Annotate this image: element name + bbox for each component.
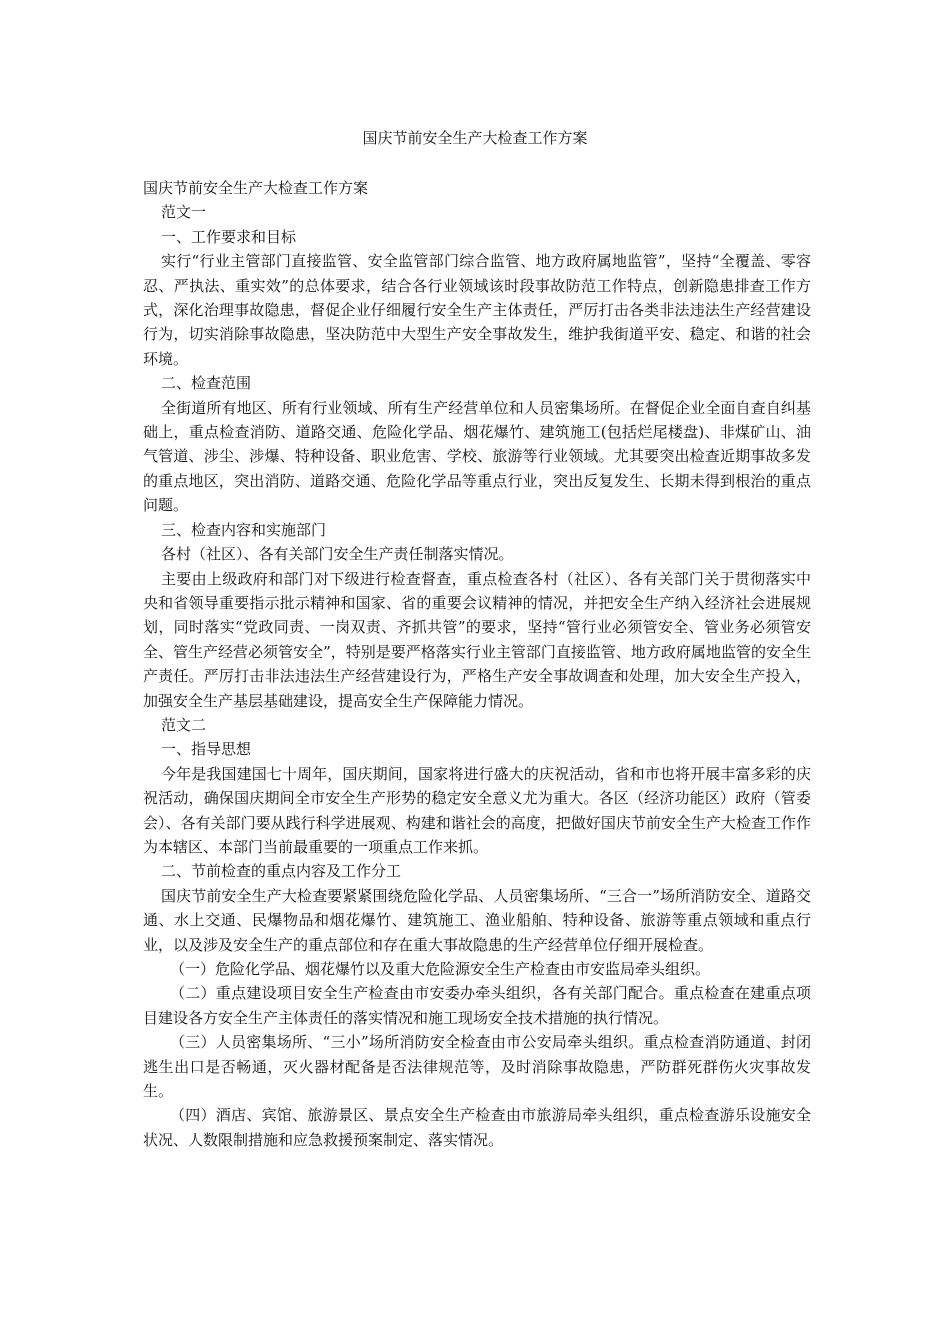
section-heading: 一、指导思想 [161, 740, 252, 759]
section-label-sample-2: 范文二 [161, 715, 207, 734]
paragraph: 国庆节前安全生产大检查要紧紧围绕危险化学品、人员密集场所、“三合一”场所消防安全、道路交通、水上交通、民爆物品和烟花爆竹、建筑施工、渔业船舶、特种设备、旅游等重点领域和重点行业，以及涉及安全生产的重点部位和存在重大事故隐患的生产经营单位仔细开展检查。 [143, 886, 811, 954]
list-item: （一）危险化学品、烟花爆竹以及重大危险源安全生产检查由市安监局牵头组织。 [170, 960, 711, 978]
list-item: （二）重点建设项目安全生产检查由市安委办牵头组织，各有关部门配合。重点检查在建重点项目建设各方安全生产主体责任的落实情况和施工现场安全技术措施的执行情况。 [143, 984, 811, 1027]
section-label-sample-1: 范文一 [161, 203, 207, 222]
body-heading: 国庆节前安全生产大检查工作方案 [143, 179, 369, 197]
section-heading: 一、工作要求和目标 [161, 227, 297, 246]
document-body [143, 176, 811, 1152]
list-item: （三）人员密集场所、“三小”场所消防安全检查由市公安局牵头组织。重点检查消防通道、封闭逃生出口是否畅通，灭火器材配备是否法律规范等，及时消除事故隐患，严防群死群伤火灾事故发生。 [143, 1033, 811, 1101]
section-heading: 二、节前检查的重点内容及工作分工 [161, 862, 402, 881]
paragraph: 实行“行业主管部门直接监管、安全监管部门综合监管、地方政府属地监管”，坚持“全覆盖、零容忍、严执法、重实效”的总体要求，结合各行业领域该时段事故防范工作特点，创新隐患排查工作方式，深化治理事故隐患，督促企业仔细履行安全生产主体责任，严厉打击各类非法违法生产经营建设行为，切实消除事故隐患，坚决防范中大型生产安全事故发生，维护我街道平安、稳定、和谐的社会环境。 [143, 252, 811, 368]
paragraph: 全街道所有地区、所有行业领域、所有生产经营单位和人员密集场所。在督促企业全面自查自纠基础上，重点检查消防、道路交通、危险化学品、烟花爆竹、建筑施工(包括烂尾楼盘)、非煤矿山、油气管道、涉尘、涉爆、特种设备、职业危害、学校、旅游等行业领域。尤其要突出检查近期事故多发的重点地区，突出消防、道路交通、危险化学品等重点行业，突出反复发生、长期未得到根治的重点问题。 [143, 398, 811, 515]
list-item: （四）酒店、宾馆、旅游景区、景点安全生产检查由市旅游局牵头组织，重点检查游乐设施安全状况、人数限制措施和应急救援预案制定、落实情况。 [143, 1106, 811, 1149]
section-heading: 三、检查内容和实施部门 [161, 520, 327, 539]
paragraph: 主要由上级政府和部门对下级进行检查督查，重点检查各村（社区）、各有关部门关于贯彻落实中央和省领导重要指示批示精神和国家、省的重要会议精神的情况，并把安全生产纳入经济社会进展规划，同时落实“党政同责、一岗双责、齐抓共管”的要求，坚持“管行业必须管安全、管业务必须管安全、管生产经营必须管安全”，特别是要严格落实行业主管部门直接监管、地方政府属地监管的安全生产责任。严厉打击非法违法生产经营建设行为，严格生产安全事故调查和处理，加大安全生产投入，加强安全生产基层基础建设，提高安全生产保障能力情况。 [143, 569, 811, 710]
paragraph: 今年是我国建国七十周年，国庆期间，国家将进行盛大的庆祝活动，省和市也将开展丰富多彩的庆祝活动，确保国庆期间全市安全生产形势的稳定安全意义尤为重大。各区（经济功能区）政府（管委会）、各有关部门要从践行科学进展观、构建和谐社会的高度，把做好国庆节前安全生产大检查工作作为本辖区、本部门当前最重要的一项重点工作来抓。 [143, 764, 811, 856]
paragraph: 各村（社区）、各有关部门安全生产责任制落实情况。 [161, 545, 514, 564]
document-title: 国庆节前安全生产大检查工作方案 [362, 129, 588, 147]
section-heading: 二、检查范围 [161, 374, 252, 393]
